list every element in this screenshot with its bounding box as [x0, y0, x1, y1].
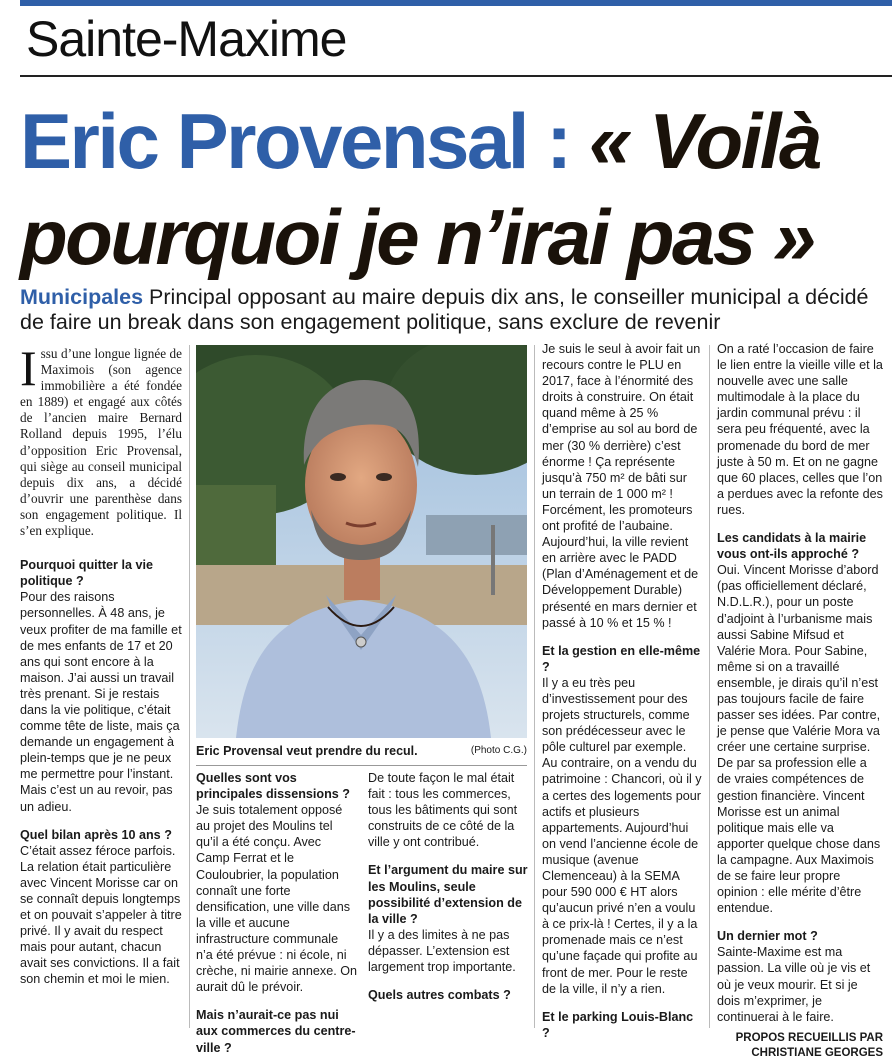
column-divider [709, 345, 710, 1028]
answer: Je suis le seul à avoir fait un recours contre le PLU en 2017, face à l’énormité des droits à construire. On était quand même à 25 % d’emprise au sol au bord de mer (30 % derrière) c’est énorme ! Ça représente jusqu’à 750 m² de bâti sur un terrain de 1 000 m² ! Forcément, les promoteurs ont profité de l’aubaine. Aujourd’hui, la ville revient en arrière avec le PADD (Plan d’Aménagement et de Développement Durable) présenté en mars dernier et passé à 10 % et 15 % ! [542, 342, 701, 630]
standfirst-text: Principal opposant au maire depuis dix ans, le conseiller municipal a décidé de faire un break dans son engagement politique, sans exclure de revenir [20, 285, 869, 334]
portrait-photo [196, 345, 527, 738]
column-divider [189, 345, 190, 1028]
answer: Il y a des limites à ne pas dépasser. L’extension est largement trop importante. [368, 927, 516, 975]
caption-rule [196, 765, 527, 766]
question: Quels autres combats ? [368, 988, 511, 1003]
question: Pourquoi quitter la vie politique ? [20, 558, 153, 589]
byline-line-1: PROPOS RECUEILLIS PAR [735, 1031, 883, 1044]
question: Les candidats à la mairie vous ont-ils approché ? [717, 531, 867, 562]
column-divider [534, 345, 535, 1028]
caption-text: Eric Provensal veut prendre du recul. [196, 744, 418, 758]
answer: Pour des raisons personnelles. À 48 ans, je veux profiter de ma famille et de mes enfants de 17 et 20 ans qui sont encore à la maison. J’ai aussi un travail très prenant. Si je restais dans la vie politique, c’était comme tête de liste, mais ça demande un engagement à plein-temps que je ne peux me permettre pour l’instant. Mais c’est un au revoir, pas un adieu. [20, 590, 182, 814]
byline [717, 1031, 883, 1061]
question: Mais n’aurait-ce pas nui aux commerces du centre-ville ? [196, 1008, 356, 1055]
column-3 [368, 770, 528, 1003]
answer: Je suis totalement opposé au projet des Moulins tel qu’il a été conçu. Avec Camp Ferrat et le Couloubrier, la population connaît une forte densification, une ville dans la ville et aucune infrastructure communale n’a été prévue : ni école, ni crèche, ni mairie annexe. On aurait dû le prévoir. [196, 803, 358, 995]
byline-line-2: CHRISTIANE GEORGES [751, 1046, 883, 1059]
intro-text: ssu d’une longue lignée de Maximois (son agence immobilière a été fondée en 1889) et engagé aux côtés de l’ancien maire Bernard Rolland depuis 1995, l’élu d’opposition Eric Provensal, qui siège au conseil municipal depuis dix ans, a décidé d’ouvrir une parenthèse dans son engagement politique. Il s’en explique. [20, 346, 182, 539]
headline [20, 93, 892, 285]
answer: Oui. Vincent Morisse d’abord (pas officiellement déclaré, N.D.L.R.), pour un poste d’adjoint à l’urbanisme mais aussi Sabine Mifsud et Valérie Mora. Pour Sabine, même si on a travaillé ensemble, je dirais qu’il n’est pas toujours facile de faire passer ses idées. Par contre, je pense que Valérie Mora va créer une certaine surprise. De par sa profession elle a de vraies compétences de gestion financière. Vincent Morisse est un animal politique mais elle va apporter quelque chose dans la campagne. Aux Maximois de se faire leur propre opinion : elle mérite d’être entendue. [717, 563, 881, 916]
photo-caption [196, 744, 527, 758]
column-4 [542, 341, 704, 1041]
answer: C’était assez féroce parfois. La relation était particulière avec Vincent Morisse car on se connaît depuis longtemps et on pouvait s’appeler à titre privé. Il y avait du respect mais pour autant, chacun avait ses convictions. Il a fait son chemin et moi le mien. [20, 843, 182, 987]
section-title: Sainte-Maxime [26, 11, 347, 67]
answer: On a raté l’occasion de faire le lien entre la vieille ville et la nouvelle avec une salle multimodale à la place du jardin communal prévu : il sera peu fréquenté, avec la promenade du bord de mer juste à 50 m. Et on ne gagne que 60 places, celles que l’on a perdues avec la refonte des rues. [717, 342, 883, 517]
answer: Il y a eu très peu d’investissement pour des projets structurels, comme son prédécesseur avec le pôle culturel par exemple. Au contraire, on a vendu du patrimoine : Chancori, où il y a certes des logements pour actifs et plusieurs appartements. Aujourd’hui on vend l’ancienne école de musique (avenue Clemenceau) à la SEMA pour 590 000 € HT alors qu’aucun privé n’en a voulu à ce prix-là ! Certes, il y a la promenade mais ce n’est qu’une façade qui profite au front de mer. Pour le reste de la ville, il n’y a rien. [542, 675, 702, 996]
photo-credit: (Photo C.G.) [470, 745, 527, 756]
column-5 [717, 341, 883, 1061]
question: Un dernier mot ? [717, 929, 818, 944]
question: Quel bilan après 10 ans ? [20, 827, 172, 842]
column-2 [196, 770, 358, 1056]
top-color-bar [20, 0, 892, 6]
standfirst-kicker: Municipales [20, 285, 144, 309]
headline-quote: « Voilà pourquoi je n’irai pas » [20, 97, 820, 281]
portrait-illustration [196, 345, 527, 738]
question: Et la gestion en elle-même ? [542, 643, 701, 674]
standfirst [20, 285, 882, 335]
drop-cap: I [20, 340, 37, 396]
answer: Sainte-Maxime est ma passion. La ville où je vis et où je veux mourir. Et si je dois m’exprimer, je continuerai à le faire. [717, 945, 871, 1024]
question: Quelles sont vos principales dissensions ? [196, 771, 350, 802]
answer: De toute façon le mal était fait : tous les commerces, tous les bâtiments qui sont construits de ce côté de la ville y ont contribué. [368, 771, 518, 850]
header-rule [20, 75, 892, 77]
question: Et le parking Louis-Blanc ? [542, 1009, 694, 1040]
question: Et l’argument du maire sur les Moulins, seule possibilité d’extension de la ville ? [368, 863, 528, 926]
headline-name: Eric Provensal : [20, 97, 570, 185]
intro-paragraph [20, 340, 182, 539]
column-1 [20, 340, 182, 988]
